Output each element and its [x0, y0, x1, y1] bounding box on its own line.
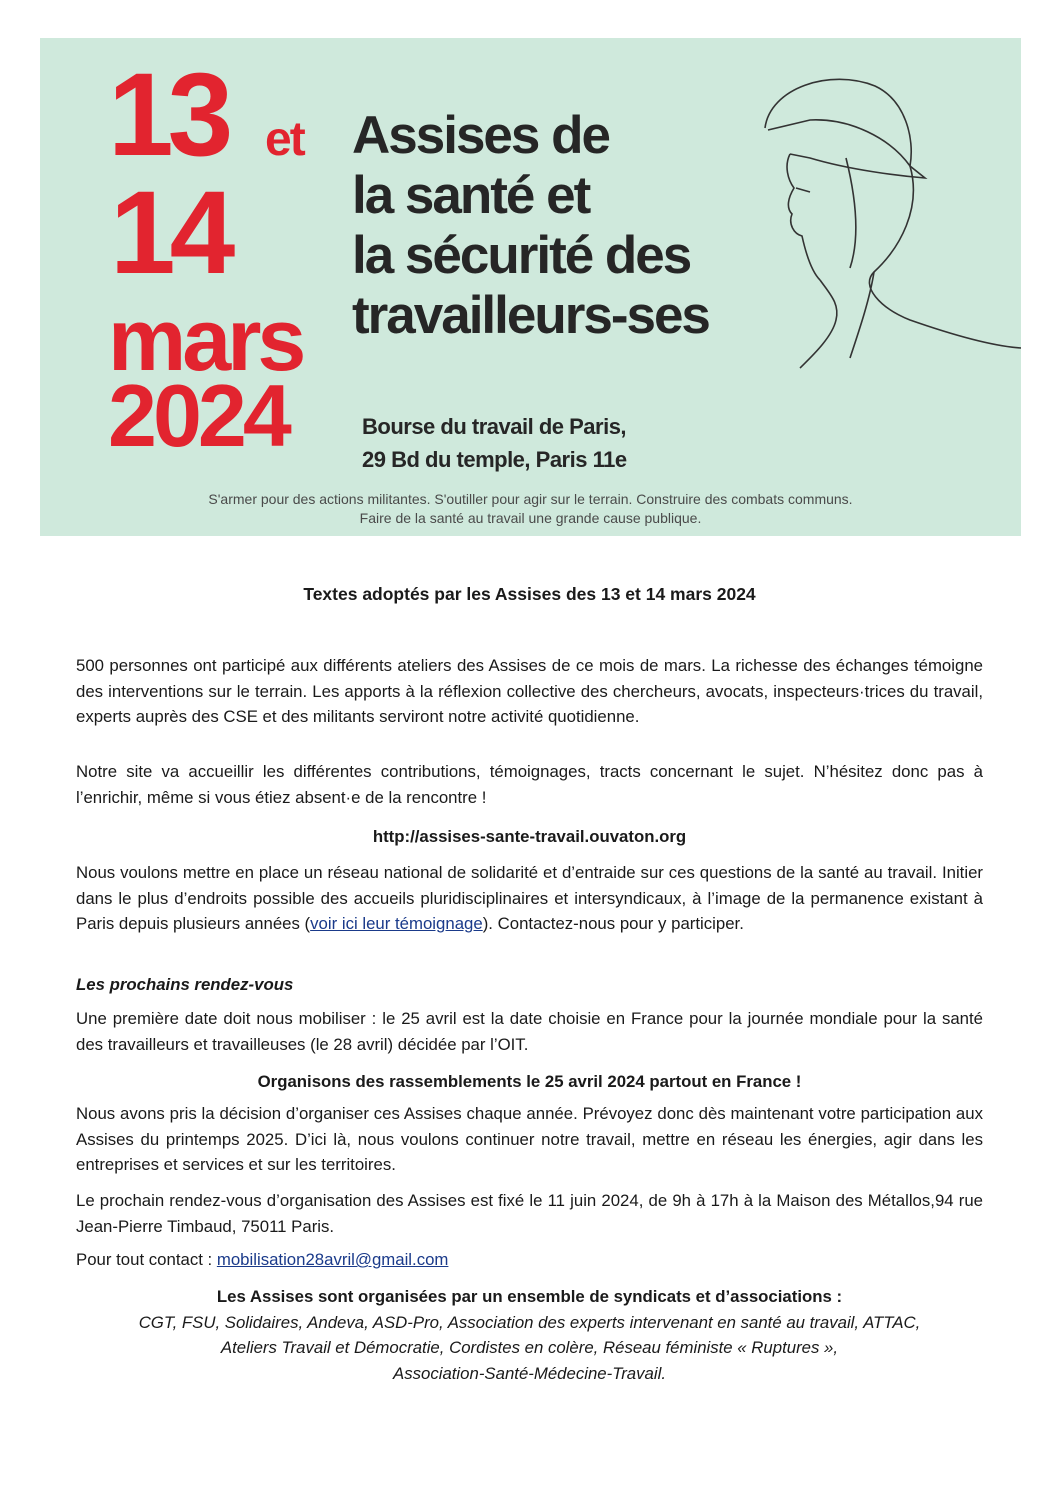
contact-text [76, 1247, 983, 1273]
paragraph-text: Notre site va accueillir les différentes contributions, témoignages, tracts concernant le sujet. N’hésitez donc pas à l’enrichir, même si vous étiez absent·e de la rencontre ! [76, 762, 983, 807]
paragraph-april-date [76, 1006, 983, 1057]
paragraph-text: 500 personnes ont participé aux différents ateliers des Assises de ce mois de mars. La richesse des échanges témoigne des interventions sur le terrain. Les apports à la réflexion collective des chercheurs, avocats, inspecteurs·trices du travail, experts auprès des CSE et des militants serviront notre activité quotidienne. [76, 656, 983, 726]
date-conjunction: et [265, 113, 304, 166]
paragraph-text-part: Nous voulons mettre en place un réseau national de solidarité et d’entraide sur ces questions de la santé au travail. Initier dans le plus d’endroits possible des accueils pluridisciplinaires et intersyndicaux, à l’image de la permanence existant à Paris depuis plusieurs années ( [76, 863, 983, 933]
callout-container [76, 1069, 983, 1095]
event-title-line: la santé et [352, 166, 590, 225]
contact-line [76, 1247, 983, 1273]
event-title-line: travailleurs-ses [352, 286, 709, 345]
paragraph-text: Le prochain rendez-vous d’organisation des Assises est fixé le 11 juin 2024, de 9h à 17h à la Maison des Métallos,94 rue Jean-Pierre Timbaud, 75011 Paris. [76, 1191, 983, 1236]
paragraph-website [76, 759, 983, 810]
event-title-line: Assises de [352, 106, 609, 165]
site-url[interactable]: http://assises-sante-travail.ouvaton.org [372, 827, 687, 846]
organizers-block [76, 1284, 983, 1386]
organizers-line: Association-Santé-Médecine-Travail. [393, 1363, 666, 1383]
organizers-line: Ateliers Travail et Démocratie, Cordistes en colère, Réseau féministe « Ruptures », [220, 1338, 839, 1357]
event-banner [40, 38, 1021, 536]
venue-line-1: Bourse du travail de Paris, [362, 414, 627, 439]
paragraph-text-part: ). Contactez-nous pour y participer. [482, 914, 744, 933]
paragraph-next-meeting [76, 1188, 983, 1239]
paragraph-text [76, 860, 983, 937]
date-month: mars [108, 290, 303, 389]
event-venue [362, 410, 627, 476]
section-heading: Les prochains rendez-vous [76, 975, 294, 994]
tagline-line-2: Faire de la santé au travail une grande cause publique. [359, 510, 702, 526]
document-title: Textes adoptés par les Assises des 13 et 14 mars 2024 [303, 584, 756, 604]
paragraph-text: Une première date doit nous mobiliser : le 25 avril est la date choisie en France pour la journée mondiale pour la santé des travailleurs et travailleuses (le 28 avril) décidée par l’OIT. [76, 1009, 983, 1054]
paragraph-text: Nous avons pris la décision d’organiser ces Assises chaque année. Prévoyez donc dès maintenant votre participation aux Assises du printemps 2025. D’ici là, nous voulons continuer notre travail, mettre en réseau les énergies, agir dans les entreprises et services et sur les territoires. [76, 1104, 983, 1174]
section-heading-container [76, 972, 983, 998]
event-title-line: la sécurité des [352, 226, 691, 285]
paragraph-annual [76, 1101, 983, 1178]
helmet-worker-illustration [660, 58, 1021, 378]
organizers-line: CGT, FSU, Solidaires, Andeva, ASD-Pro, Association des experts intervenant en santé au travail, ATTAC, [138, 1312, 921, 1332]
date-day-end: 14 [110, 167, 230, 299]
event-tagline [40, 490, 1021, 528]
paragraph-participation [76, 653, 983, 730]
contact-label: Pour tout contact : [76, 1250, 217, 1269]
callout-text: Organisons des rassemblements le 25 avril 2024 partout en France ! [257, 1072, 802, 1091]
testimony-link[interactable]: voir ici leur témoignage [310, 914, 483, 933]
date-year: 2024 [108, 366, 288, 465]
date-day-start: 13 [108, 49, 228, 181]
tagline-line-1: S'armer pour des actions militantes. S'outiller pour agir sur le terrain. Construire des combats communs. [208, 491, 853, 507]
event-title [352, 106, 709, 346]
site-url-line [76, 824, 983, 850]
venue-line-2: 29 Bd du temple, Paris 11e [362, 447, 627, 472]
organizers-intro: Les Assises sont organisées par un ensemble de syndicats et d’associations : [216, 1287, 843, 1306]
contact-email-link[interactable]: mobilisation28avril@gmail.com [216, 1250, 449, 1269]
paragraph-network [76, 860, 983, 937]
